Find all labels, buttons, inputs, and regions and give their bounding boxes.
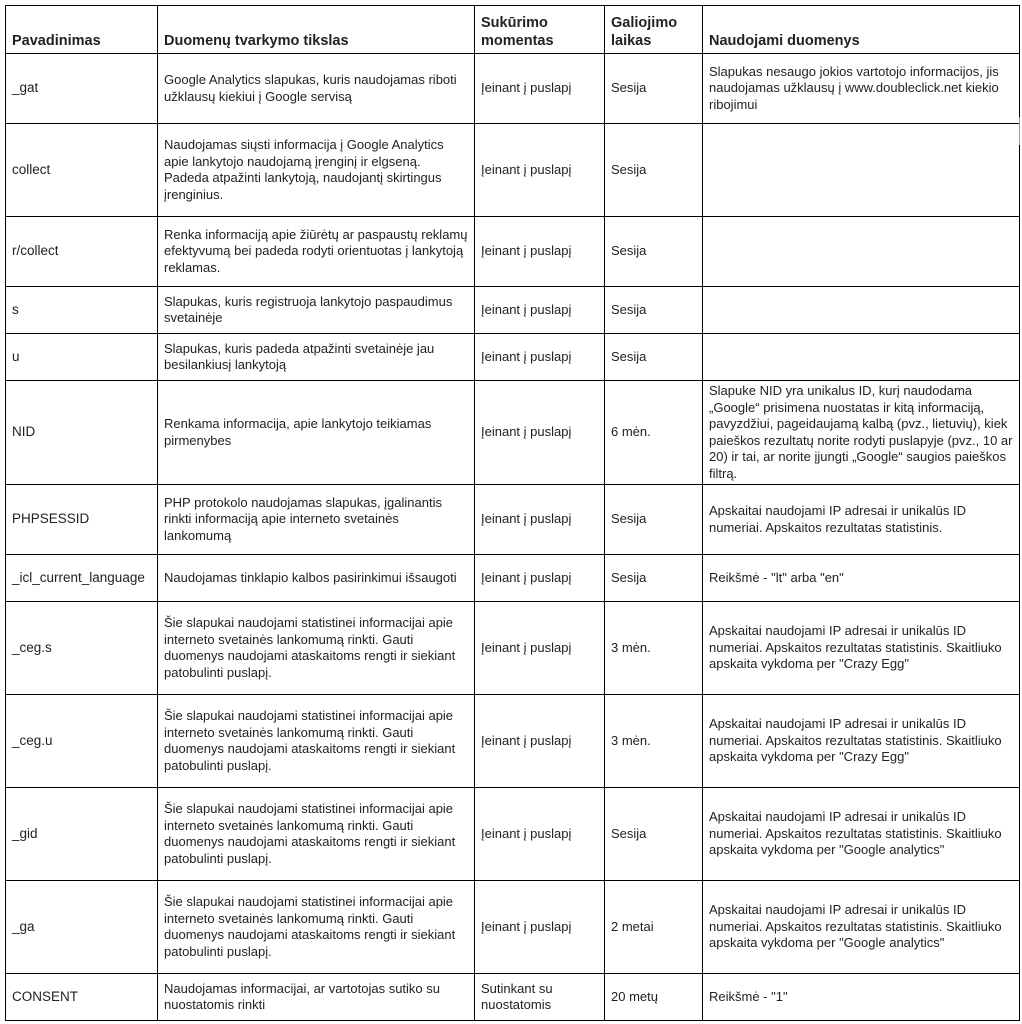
cookie-purpose: Google Analytics slapukas, kuris naudojamas riboti užklausų kiekiui į Google servisą bbox=[158, 54, 475, 124]
table-row bbox=[6, 602, 1020, 695]
cookie-purpose: Naudojamas informacijai, ar vartotojas sutiko su nuostatomis rinkti bbox=[158, 974, 475, 1021]
cookie-expiry: 6 mėn. bbox=[605, 381, 703, 485]
cookie-created: Įeinant į puslapį bbox=[475, 54, 605, 124]
cookie-expiry: 20 metų bbox=[605, 974, 703, 1021]
cookie-expiry: Sesija bbox=[605, 555, 703, 602]
table-row bbox=[6, 555, 1020, 602]
header-data-used: Naudojami duomenys bbox=[703, 6, 1020, 54]
table-row bbox=[6, 881, 1020, 974]
cookie-data-used bbox=[703, 287, 1020, 334]
cookie-data-used bbox=[703, 334, 1020, 381]
table-row bbox=[6, 287, 1020, 334]
cookie-name: collect bbox=[6, 124, 158, 217]
cookie-expiry: 3 mėn. bbox=[605, 602, 703, 695]
cookie-name: _ga bbox=[6, 881, 158, 974]
cookie-expiry: 2 metai bbox=[605, 881, 703, 974]
cookie-created: Įeinant į puslapį bbox=[475, 334, 605, 381]
cookie-name: _ceg.u bbox=[6, 695, 158, 788]
cookie-name: u bbox=[6, 334, 158, 381]
cookie-created: Įeinant į puslapį bbox=[475, 695, 605, 788]
cookie-expiry: Sesija bbox=[605, 54, 703, 124]
table-row bbox=[6, 124, 1020, 217]
cookie-name: s bbox=[6, 287, 158, 334]
cookie-data-used: Apskaitai naudojami IP adresai ir unikalūs ID numeriai. Apskaitos rezultatas statistinis. Skaitliuko apskaita vykdoma per "Crazy Egg" bbox=[703, 602, 1020, 695]
cookie-purpose: Renkama informacija, apie lankytojo teikiamas pirmenybes bbox=[158, 381, 475, 485]
cookie-table bbox=[5, 5, 1020, 1021]
table-row bbox=[6, 974, 1020, 1021]
table-row bbox=[6, 54, 1020, 124]
cookie-data-used: Apskaitai naudojami IP adresai ir unikalūs ID numeriai. Apskaitos rezultatas statistinis. bbox=[703, 485, 1020, 555]
cookie-data-used: Slapuke NID yra unikalus ID, kurį naudodama „Google“ prisimena nuostatas ir kitą informaciją, pavyzdžiui, pageidaujamą kalbą (pvz., lietuvių), kiek paieškos rezultatų norite rodyti puslapyje (pvz., 10 ar 20) ir tai, ar norite įjungti „Google“ saugios paieškos filtrą. bbox=[703, 381, 1020, 485]
cookie-created: Sutinkant su nuostatomis bbox=[475, 974, 605, 1021]
table-row bbox=[6, 485, 1020, 555]
cookie-name: CONSENT bbox=[6, 974, 158, 1021]
cookie-data-used: Apskaitai naudojami IP adresai ir unikalūs ID numeriai. Apskaitos rezultatas statistinis. Skaitliuko apskaita vykdoma per "Google analytics" bbox=[703, 788, 1020, 881]
cookie-name: _icl_current_language bbox=[6, 555, 158, 602]
cookie-data-used: Apskaitai naudojami IP adresai ir unikalūs ID numeriai. Apskaitos rezultatas statistinis. Skaitliuko apskaita vykdoma per "Crazy Egg" bbox=[703, 695, 1020, 788]
cookie-data-used bbox=[703, 124, 1020, 217]
cookie-name: r/collect bbox=[6, 217, 158, 287]
cookie-created: Įeinant į puslapį bbox=[475, 881, 605, 974]
cookie-purpose: Slapukas, kuris registruoja lankytojo paspaudimus svetainėje bbox=[158, 287, 475, 334]
header-row bbox=[6, 6, 1020, 54]
cookie-expiry: Sesija bbox=[605, 334, 703, 381]
cookie-expiry: Sesija bbox=[605, 788, 703, 881]
scrollbar-thumb[interactable] bbox=[1019, 117, 1020, 145]
cookie-expiry: Sesija bbox=[605, 217, 703, 287]
cookie-expiry: Sesija bbox=[605, 124, 703, 217]
cookie-name: _gat bbox=[6, 54, 158, 124]
cookie-created: Įeinant į puslapį bbox=[475, 217, 605, 287]
cookie-name: _ceg.s bbox=[6, 602, 158, 695]
cookie-purpose: Slapukas, kuris padeda atpažinti svetainėje jau besilankiusį lankytoją bbox=[158, 334, 475, 381]
cookie-purpose: Naudojamas siųsti informacija į Google Analytics apie lankytojo naudojamą įrenginį ir elgseną. Padeda atpažinti lankytoją, naudojantį skirtingus įrenginius. bbox=[158, 124, 475, 217]
cookie-data-used: Slapukas nesaugo jokios vartotojo informacijos, jis naudojamas užklausų į www.doubleclick.net kiekio ribojimui bbox=[703, 54, 1020, 124]
cookie-purpose: Šie slapukai naudojami statistinei informacijai apie interneto svetainės lankomumą rinkti. Gauti duomenys naudojami ataskaitoms rengti ir siekiant patobulinti puslapį. bbox=[158, 788, 475, 881]
cookie-name: NID bbox=[6, 381, 158, 485]
cookie-created: Įeinant į puslapį bbox=[475, 555, 605, 602]
cookie-created: Įeinant į puslapį bbox=[475, 602, 605, 695]
table-row bbox=[6, 788, 1020, 881]
table-row bbox=[6, 217, 1020, 287]
cookie-expiry: Sesija bbox=[605, 485, 703, 555]
cookie-purpose: Šie slapukai naudojami statistinei informacijai apie interneto svetainės lankomumą rinkti. Gauti duomenys naudojami ataskaitoms rengti ir siekiant patobulinti puslapį. bbox=[158, 602, 475, 695]
cookie-name: PHPSESSID bbox=[6, 485, 158, 555]
header-purpose: Duomenų tvarkymo tikslas bbox=[158, 6, 475, 54]
header-name: Pavadinimas bbox=[6, 6, 158, 54]
cookie-name: _gid bbox=[6, 788, 158, 881]
cookie-created: Įeinant į puslapį bbox=[475, 485, 605, 555]
cookie-purpose: Šie slapukai naudojami statistinei informacijai apie interneto svetainės lankomumą rinkti. Gauti duomenys naudojami ataskaitoms rengti ir siekiant patobulinti puslapį. bbox=[158, 881, 475, 974]
cookie-created: Įeinant į puslapį bbox=[475, 788, 605, 881]
cookie-created: Įeinant į puslapį bbox=[475, 287, 605, 334]
header-expiry: Galiojimo laikas bbox=[605, 6, 703, 54]
table-row bbox=[6, 334, 1020, 381]
cookie-data-used: Reikšmė - "1" bbox=[703, 974, 1020, 1021]
table-row bbox=[6, 695, 1020, 788]
cookie-created: Įeinant į puslapį bbox=[475, 124, 605, 217]
cookie-expiry: 3 mėn. bbox=[605, 695, 703, 788]
cookie-created: Įeinant į puslapį bbox=[475, 381, 605, 485]
cookie-expiry: Sesija bbox=[605, 287, 703, 334]
cookie-data-used: Reikšmė - "lt" arba "en" bbox=[703, 555, 1020, 602]
cookie-purpose: Renka informaciją apie žiūrėtų ar paspaustų reklamų efektyvumą bei padeda rodyti orientuotas į lankytoją reklamas. bbox=[158, 217, 475, 287]
cookie-purpose: PHP protokolo naudojamas slapukas, įgalinantis rinkti informaciją apie interneto svetainės lankomumą bbox=[158, 485, 475, 555]
header-created: Sukūrimo momentas bbox=[475, 6, 605, 54]
cookie-data-used: Apskaitai naudojami IP adresai ir unikalūs ID numeriai. Apskaitos rezultatas statistinis. Skaitliuko apskaita vykdoma per "Google analytics" bbox=[703, 881, 1020, 974]
cookie-purpose: Šie slapukai naudojami statistinei informacijai apie interneto svetainės lankomumą rinkti. Gauti duomenys naudojami ataskaitoms rengti ir siekiant patobulinti puslapį. bbox=[158, 695, 475, 788]
cookie-purpose: Naudojamas tinklapio kalbos pasirinkimui išsaugoti bbox=[158, 555, 475, 602]
cookie-data-used bbox=[703, 217, 1020, 287]
table-row bbox=[6, 381, 1020, 485]
